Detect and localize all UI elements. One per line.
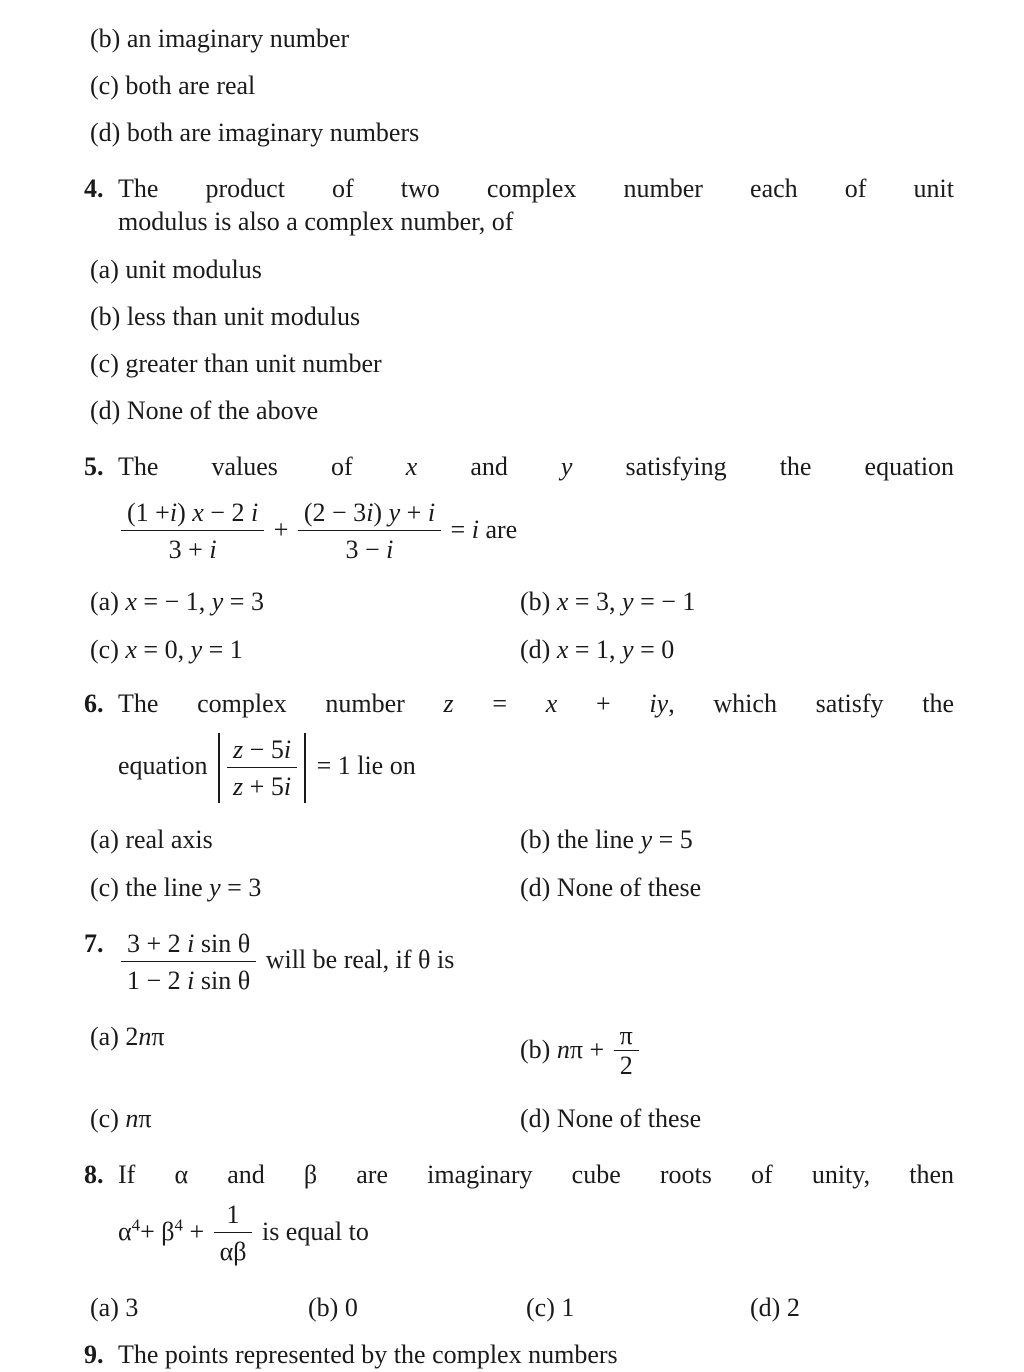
equation-tail: is equal to — [261, 1217, 369, 1247]
question-8 — [84, 1158, 954, 1270]
question-line: The product of two complex number each of unit — [118, 174, 954, 203]
option-value: = 3 — [229, 587, 264, 617]
option-item — [520, 827, 954, 853]
question-number: 6. — [84, 689, 104, 719]
fraction-denominator — [227, 768, 297, 803]
den-part: 3 + — [168, 535, 203, 565]
question-number: 5. — [84, 451, 104, 481]
num-part: (2 − 3 — [303, 497, 367, 527]
math-i: i — [250, 497, 259, 527]
word: the — [922, 689, 955, 719]
option-label: (a) — [90, 587, 119, 617]
math-i: i — [427, 497, 436, 527]
option-value: π — [138, 1103, 152, 1133]
plus-operator: + — [273, 515, 289, 545]
option-value: = 1 — [208, 635, 243, 665]
clipped-bottom-line — [84, 1342, 954, 1372]
question-text — [118, 172, 954, 239]
equation-tail: will be real, if θ is — [265, 945, 455, 975]
option-label: (b) — [520, 587, 551, 617]
option-item: (c) 1 — [526, 1293, 575, 1323]
math-var-x: x — [545, 689, 558, 719]
math-var-n: n — [125, 1103, 139, 1133]
option-value: = − 1, — [143, 587, 206, 617]
options-row — [84, 637, 954, 663]
math-i: i — [187, 929, 195, 959]
question-number: 8. — [84, 1159, 104, 1189]
option-item: (a) 3 — [90, 1293, 139, 1323]
options-row — [84, 1020, 954, 1080]
question-6 — [84, 687, 954, 803]
option-item: (d) both are imaginary numbers — [90, 118, 420, 147]
options-row — [84, 875, 954, 901]
word: , which — [668, 689, 777, 719]
option-item — [84, 875, 520, 901]
math-var-y: y — [388, 497, 401, 527]
math-iy: iy — [649, 689, 669, 719]
math-var-y: y — [622, 587, 634, 617]
word: equation — [864, 451, 955, 481]
question-text — [118, 687, 954, 803]
math-i: i — [169, 497, 178, 527]
math-i: i — [283, 734, 292, 764]
plus-operator: + — [596, 689, 611, 719]
options-row — [84, 1103, 954, 1133]
question-5 — [84, 450, 954, 568]
math-var-y: y — [622, 635, 634, 665]
math-i: i — [471, 515, 479, 545]
option-value: = 3 — [227, 873, 262, 903]
math-i: i — [283, 771, 292, 801]
document-content — [84, 26, 954, 1323]
question-line — [118, 687, 954, 720]
option-item — [84, 1103, 520, 1133]
abs-bar-left — [218, 733, 220, 804]
math-i: i — [366, 497, 374, 527]
question-text — [118, 1158, 954, 1270]
option-value: = 1, — [574, 635, 616, 665]
question-line: If α and β are imaginary cube roots of unity, then — [118, 1159, 954, 1189]
math-alpha: α — [118, 1217, 132, 1247]
math-var-n: n — [138, 1021, 152, 1051]
option-value: = 0, — [143, 635, 185, 665]
fraction-2 — [298, 496, 441, 567]
option-item: (d) None of these — [520, 1103, 702, 1133]
question-text — [118, 927, 954, 998]
num-part: ) — [373, 497, 383, 527]
question-line: modulus is also a complex number, of — [118, 207, 514, 237]
fraction-numerator: 1 — [214, 1198, 253, 1233]
option-value: = 0 — [640, 635, 675, 665]
math-var-z: z — [233, 771, 244, 801]
math-var-y: y — [209, 873, 221, 903]
num-part: − 2 — [210, 497, 245, 527]
equation-tail: = 1 lie on — [316, 750, 416, 780]
option-label: (c) — [90, 635, 119, 665]
equation-6 — [118, 733, 954, 804]
option-item — [520, 637, 954, 663]
word: The — [118, 689, 159, 719]
exponent: 4 — [131, 1215, 141, 1235]
word: satisfying — [625, 451, 727, 481]
option-item — [84, 1021, 520, 1080]
fraction — [614, 1020, 639, 1080]
fraction-denominator: 2 — [619, 1050, 633, 1080]
option-item: (d) None of these — [520, 873, 702, 903]
math-i: i — [386, 535, 394, 565]
fraction — [214, 1198, 253, 1269]
question-text: The points represented by the complex numbers — [118, 1342, 618, 1369]
equation-8 — [118, 1199, 954, 1270]
option-item: (a) real axis — [90, 825, 213, 855]
word: equation — [118, 750, 208, 780]
math-var-y: y — [640, 825, 653, 855]
option-label: (b) the line — [520, 825, 635, 855]
option-value: π + — [569, 1034, 605, 1064]
equation-5 — [118, 497, 954, 568]
math-var-n: n — [556, 1034, 570, 1064]
plus-operator: + — [189, 1217, 205, 1247]
option-value: π — [151, 1021, 165, 1051]
fraction-numerator: π — [614, 1023, 639, 1051]
math-var-y: y — [190, 635, 203, 665]
num-part: ) — [177, 497, 186, 527]
abs-bar-right — [304, 733, 306, 804]
word: values — [211, 451, 278, 481]
question-text — [118, 450, 954, 568]
den-part: sin θ — [200, 966, 251, 996]
question-number: 4. — [84, 174, 104, 203]
word: satisfy — [815, 689, 884, 719]
num-part: + — [406, 497, 422, 527]
option-item: (b) less than unit modulus — [90, 301, 361, 331]
fraction-denominator: αβ — [219, 1237, 247, 1267]
fraction — [227, 733, 297, 804]
num-part: − 5 — [249, 734, 284, 764]
option-label: (b) — [520, 1034, 551, 1064]
word: of — [330, 451, 353, 481]
den-part: 3 − — [345, 535, 380, 565]
fraction-numerator — [121, 496, 264, 531]
question-7 — [84, 927, 954, 998]
word: The — [118, 451, 159, 481]
fraction-denominator — [121, 962, 256, 997]
option-item: (d) 2 — [750, 1293, 800, 1323]
option-value: = − 1 — [640, 587, 696, 617]
math-beta-term: + β — [140, 1217, 175, 1247]
fraction-1 — [121, 496, 264, 567]
option-item: (c) greater than unit number — [90, 348, 382, 378]
den-part: 1 − 2 — [127, 966, 181, 996]
question-4 — [84, 172, 954, 239]
option-item — [84, 589, 520, 615]
option-item: (b) 0 — [308, 1293, 358, 1323]
fraction-denominator — [298, 531, 441, 566]
fraction-numerator — [298, 496, 441, 531]
num-part: (1 + — [127, 497, 170, 527]
word: the — [779, 451, 812, 481]
fraction-numerator — [227, 733, 297, 768]
options-row — [84, 827, 954, 853]
fraction-denominator — [121, 531, 264, 566]
math-var-y: y — [560, 451, 573, 481]
math-i: i — [187, 966, 195, 996]
option-item — [520, 589, 954, 615]
math-var-z: z — [233, 734, 244, 764]
options-row — [84, 589, 954, 615]
option-item: (d) None of the above — [90, 395, 319, 425]
equation-7 — [118, 927, 954, 998]
word: are — [485, 515, 518, 545]
fraction-numerator — [121, 927, 256, 962]
option-label: (c) the line — [90, 873, 203, 903]
exponent: 4 — [174, 1215, 183, 1235]
den-part: + 5 — [249, 771, 284, 801]
math-var-x: x — [125, 635, 137, 665]
question-line — [118, 450, 954, 483]
option-value: = 5 — [658, 825, 693, 855]
math-var-x: x — [556, 635, 569, 665]
question-number: 7. — [84, 929, 104, 959]
math-var-x: x — [192, 497, 204, 527]
option-label: (c) — [90, 1103, 119, 1133]
option-label: (d) — [520, 635, 551, 665]
option-item — [520, 1020, 954, 1080]
option-value: = 3, — [574, 587, 616, 617]
word: and — [470, 451, 508, 481]
equals-sign: = — [450, 515, 466, 545]
option-label: (a) 2 — [90, 1021, 139, 1051]
math-i: i — [209, 535, 217, 565]
math-var-z: z — [443, 689, 454, 719]
clipped-bottom-inner — [84, 1342, 954, 1371]
word: complex — [197, 689, 287, 719]
num-part: sin θ — [200, 929, 251, 959]
math-var-y: y — [211, 587, 224, 617]
options-row — [84, 1293, 954, 1323]
question-number: 9. — [84, 1342, 104, 1369]
math-var-x: x — [125, 587, 137, 617]
fraction — [121, 927, 256, 998]
absolute-value — [214, 733, 310, 804]
word: number — [325, 689, 405, 719]
math-var-x: x — [405, 451, 418, 481]
option-item — [84, 637, 520, 663]
option-item: (a) unit modulus — [90, 254, 262, 284]
option-item: (c) both are real — [90, 71, 256, 100]
equals-sign: = — [492, 689, 508, 719]
math-var-x: x — [556, 587, 569, 617]
num-part: 3 + 2 — [127, 929, 181, 959]
option-item: (b) an imaginary number — [90, 24, 350, 53]
